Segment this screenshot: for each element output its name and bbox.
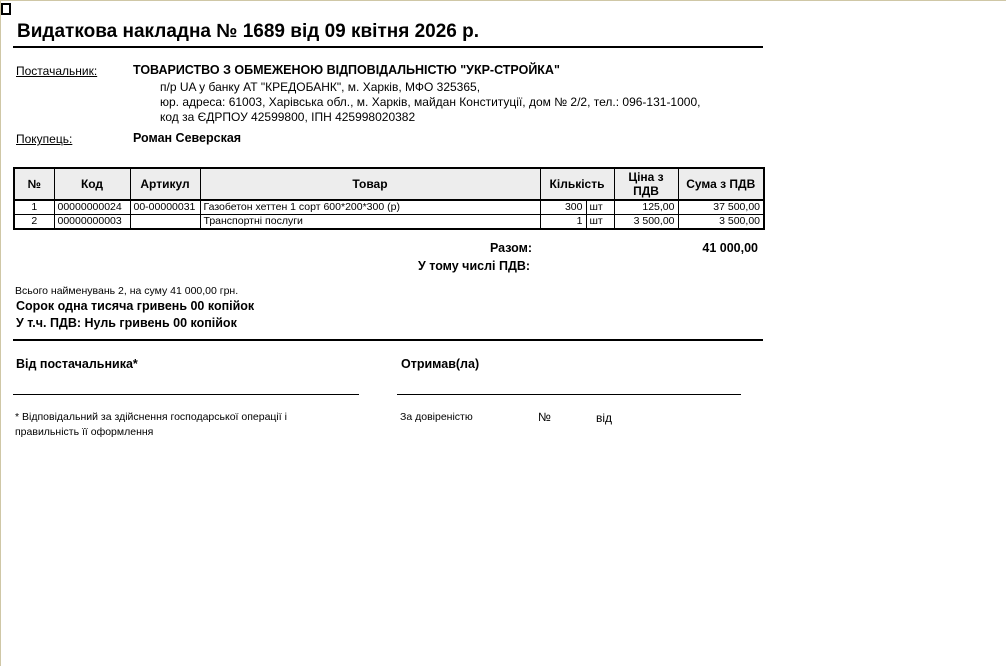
row-sum: 37 500,00 [678,200,764,215]
receiver-signature-line [397,394,741,395]
header-sum: Сума з ПДВ [678,168,764,200]
proxy-number-label: № [538,410,551,424]
total-value: 41 000,00 [702,241,758,255]
supplier-address-line: юр. адреса: 61003, Харівська обл., м. Харків, майдан Конституції, дом № 2/2, тел.: 096-131-1000, [160,95,701,109]
row-qty: 300 [540,200,586,215]
row-sum: 3 500,00 [678,215,764,230]
header-price: Ціна з ПДВ [614,168,678,200]
vat-label: У тому числі ПДВ: [418,259,531,273]
row-unit: шт [586,215,614,230]
buyer-label: Покупець: [16,132,73,146]
frame-top-border [0,0,1006,1]
row-code: 00000000024 [54,200,130,215]
amount-in-words: Сорок одна тисяча гривень 00 копійок [16,299,255,313]
table-row [14,200,764,215]
supplier-signature-line [13,394,359,395]
from-supplier-label: Від постачальника* [16,357,138,371]
row-price: 125,00 [614,200,678,215]
supplier-bank-line: п/р UA у банку АТ "КРЕДОБАНК", м. Харків, МФО 325365, [160,80,481,94]
row-price: 3 500,00 [614,215,678,230]
buyer-name: Роман Северская [133,131,242,145]
supplier-name: ТОВАРИСТВО З ОБМЕЖЕНОЮ ВІДПОВІДАЛЬНІСТЮ "УКР-СТРОЙКА" [133,63,560,77]
row-product: Газобетон хеттен 1 сорт 600*200*300 (р) [200,200,540,215]
frame-left-border [0,0,1,666]
items-table [13,167,765,230]
proxy-date-label: від [596,411,613,425]
total-label: Разом: [490,241,533,255]
row-article [130,215,200,230]
document-title: Видаткова накладна № 1689 від 09 квітня 2026 р. [17,21,480,42]
page-corner-marker[interactable] [1,3,11,15]
header-code: Код [54,168,130,200]
header-product: Товар [200,168,540,200]
supplier-label: Постачальник: [16,64,98,78]
vat-in-words: У т.ч. ПДВ: Нуль гривень 00 копійок [16,316,237,330]
proxy-label: За довіреністю [400,411,473,423]
footnote-line-2: правильність її оформлення [15,426,154,438]
footnote-line-1: * Відповідальний за здійснення господарської операції і [15,411,287,423]
table-row [14,215,764,230]
header-article: Артикул [130,168,200,200]
supplier-codes-line: код за ЄДРПОУ 42599800, ІПН 425998020382 [160,110,416,124]
items-count-line: Всього найменувань 2, на суму 41 000,00 грн. [15,285,239,297]
summary-divider [13,339,763,341]
row-num: 1 [14,200,54,215]
row-unit: шт [586,200,614,215]
row-product: Транспортні послуги [200,215,540,230]
row-qty: 1 [540,215,586,230]
header-qty: Кількість [540,168,614,200]
row-article: 00-00000031 [130,200,200,215]
row-num: 2 [14,215,54,230]
header-num: № [14,168,54,200]
received-label: Отримав(ла) [401,357,480,371]
row-code: 00000000003 [54,215,130,230]
title-underline [13,46,763,48]
table-header-row [14,168,764,200]
